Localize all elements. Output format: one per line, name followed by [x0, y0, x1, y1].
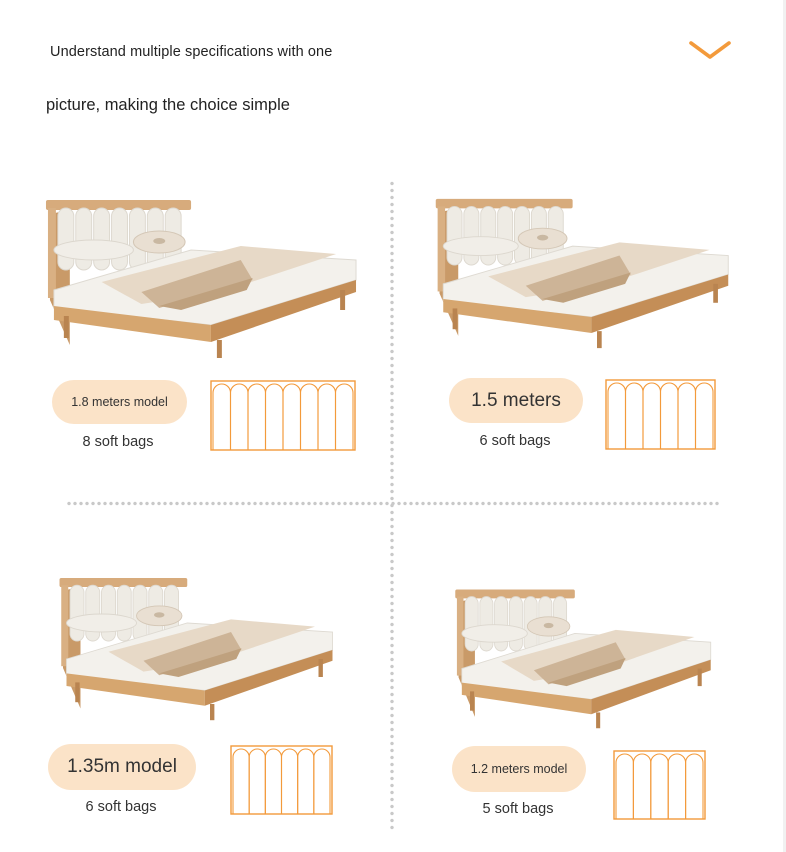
- soft-bags-1-5m: 6 soft bags: [479, 433, 551, 449]
- headboard-panel: [266, 384, 284, 450]
- model-label: 1.5 meters: [471, 389, 561, 411]
- headboard-panel: [231, 384, 249, 450]
- headboard-panel: [265, 749, 281, 814]
- headboard-panel: [249, 749, 265, 814]
- headboard-panel: [678, 383, 696, 449]
- heading-line-2: picture, making the choice simple: [46, 96, 290, 114]
- soft-bags-1-35m: 6 soft bags: [85, 799, 157, 815]
- soft-bags-1-2m: 5 soft bags: [482, 801, 554, 817]
- headboard-panel: [336, 384, 354, 450]
- headboard-panel: [233, 749, 249, 814]
- headboard-panel: [213, 384, 231, 450]
- headboard-diagram-1-5m: [605, 379, 716, 450]
- headboard-panel: [668, 754, 685, 819]
- model-pill-1-2m: [452, 746, 586, 792]
- headboard-panel: [283, 384, 301, 450]
- headboard-panel: [282, 749, 298, 814]
- headboard-diagram-1-35m: [230, 745, 333, 815]
- headboard-panel: [626, 383, 644, 449]
- headboard-panel: [301, 384, 319, 450]
- headboard-panel: [633, 754, 650, 819]
- headboard-diagram-1-2m: [613, 750, 706, 820]
- headboard-panel: [318, 384, 336, 450]
- model-label: 1.2 meters model: [470, 762, 568, 776]
- headboard-panel: [314, 749, 330, 814]
- headboard-diagram-1-8m: [210, 380, 356, 451]
- bed-image-1-35m: [56, 560, 336, 722]
- headboard-panel: [298, 749, 314, 814]
- headboard-panel: [248, 384, 266, 450]
- model-label: 1.8 meters model: [71, 395, 168, 409]
- bed-image-1-8m: [42, 180, 360, 360]
- model-pill-1-5m: [449, 378, 583, 423]
- headboard-panel: [686, 754, 703, 819]
- horizontal-divider: [66, 501, 720, 506]
- model-pill-1-8m: [52, 380, 187, 424]
- model-pill-1-35m: [48, 744, 196, 790]
- bed-image-1-2m: [452, 572, 714, 730]
- headboard-panel: [608, 383, 626, 449]
- headboard-panel: [661, 383, 679, 449]
- bed-image-1-5m: [432, 180, 732, 350]
- soft-bags-1-8m: 8 soft bags: [82, 434, 154, 450]
- model-label: 1.35m model: [67, 756, 177, 777]
- headboard-panel: [643, 383, 661, 449]
- headboard-panel: [696, 383, 714, 449]
- heading-line-1: Understand multiple specifications with one: [50, 44, 333, 60]
- chevron-down-icon[interactable]: [688, 38, 732, 62]
- headboard-panel: [616, 754, 633, 819]
- headboard-panel: [651, 754, 668, 819]
